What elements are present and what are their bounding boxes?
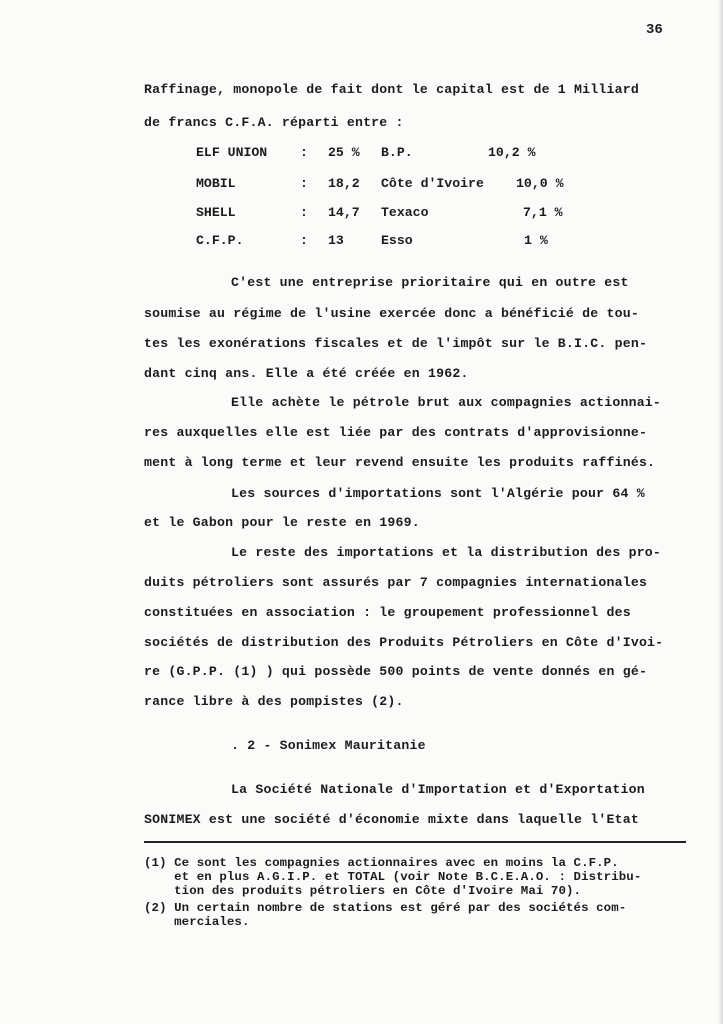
separator: : [300,233,308,248]
shareholder-name: Texaco [381,205,429,220]
shareholder-name: SHELL [196,205,236,220]
shareholder-share: 7,1 % [523,205,563,220]
text-line: La Société Nationale d'Importation et d'Exportation [231,782,645,797]
shareholder-name: C.F.P. [196,233,244,248]
separator: : [300,145,308,160]
shareholder-share: 10,2 % [488,145,536,160]
text-line: soumise au régime de l'usine exercée donc a bénéficié de tou- [144,306,639,321]
shareholder-share: 25 % [328,145,360,160]
text-line: dant cinq ans. Elle a été créée en 1962. [144,366,469,381]
footnote-line: et en plus A.G.I.P. et TOTAL (voir Note B.C.E.A.O. : Distribu- [144,870,642,884]
text-line: re (G.P.P. (1) ) qui possède 500 points de vente donnés en gé- [144,664,648,679]
shareholder-share: 14,7 [328,205,360,220]
text-line: Les sources d'importations sont l'Algérie pour 64 % [231,486,645,501]
shareholder-name: ELF UNION [196,145,268,160]
text-line: constituées en association : le groupement professionnel des [144,605,631,620]
footnote-line: merciales. [144,915,250,929]
text-line: duits pétroliers sont assurés par 7 compagnies internationales [144,575,648,590]
intro-line: Raffinage, monopole de fait dont le capital est de 1 Milliard [144,82,639,97]
intro-line: de francs C.F.A. réparti entre : [144,115,404,130]
text-line: C'est une entreprise prioritaire qui en outre est [231,275,629,290]
shareholder-name: Côte d'Ivoire [381,176,484,191]
footnote-line: (1) Ce sont les compagnies actionnaires avec en moins la C.F.P. [144,856,619,870]
shareholder-share: 13 [328,233,344,248]
section-heading: . 2 - Sonimex Mauritanie [231,738,426,753]
page-number: 36 [646,22,663,38]
shareholder-name: Esso [381,233,413,248]
footnote-divider [144,841,686,843]
separator: : [300,176,308,191]
text-line: et le Gabon pour le reste en 1969. [144,515,420,530]
footnote-line: tion des produits pétroliers en Côte d'Ivoire Mai 70). [144,884,582,898]
text-line: res auxquelles elle est liée par des contrats d'approvisionne- [144,425,648,440]
text-line: sociétés de distribution des Produits Pétroliers en Côte d'Ivoi- [144,635,664,650]
text-line: SONIMEX est une société d'économie mixte dans laquelle l'Etat [144,812,639,827]
shareholder-name: MOBIL [196,176,236,191]
separator: : [300,205,308,220]
text-line: ment à long terme et leur revend ensuite les produits raffinés. [144,455,656,470]
shareholder-name: B.P. [381,145,413,160]
shareholder-share: 10,0 % [516,176,564,191]
shareholder-share: 18,2 [328,176,360,191]
footnote-line: (2) Un certain nombre de stations est géré par des sociétés com- [144,901,627,915]
page-edge [718,0,723,1024]
text-line: Le reste des importations et la distribution des pro- [231,545,662,560]
shareholder-share: 1 % [524,233,548,248]
text-line: rance libre à des pompistes (2). [144,694,404,709]
text-line: Elle achète le pétrole brut aux compagnies actionnai- [231,395,662,410]
text-line: tes les exonérations fiscales et de l'impôt sur le B.I.C. pen- [144,336,648,351]
